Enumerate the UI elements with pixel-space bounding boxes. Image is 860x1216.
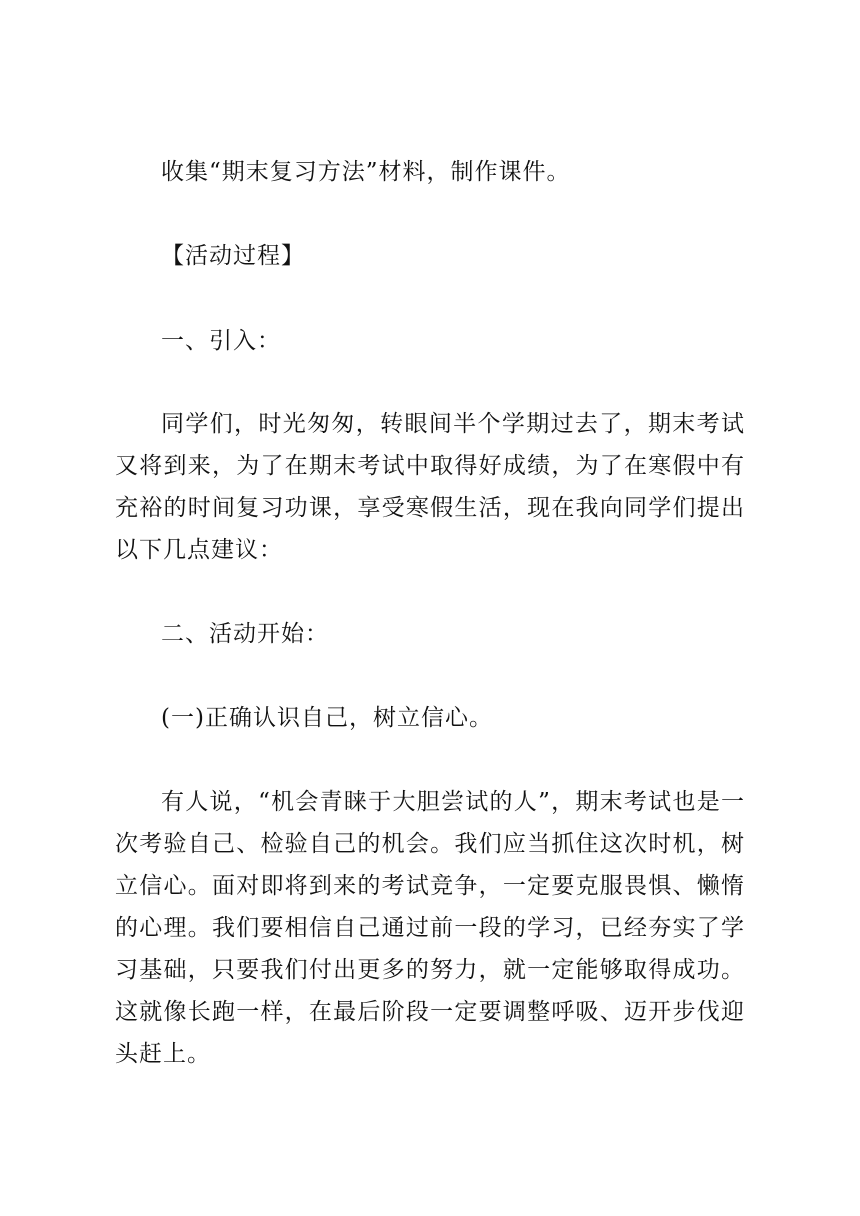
subheading-self-confidence: (一)正确认识自己，树立信心。 (161, 705, 493, 731)
section-heading-activity-process: 【活动过程】 (161, 243, 305, 269)
paragraph-self-confidence: 有人说，“机会青睐于大胆尝试的人”，期末考试也是一次考验自己、检验自己的机会。我们应当抓住这次时机，树立信心。面对即将到来的考试竞争，一定要克服畏惧、懒惰的心理。我们要相信自己通过前一段的学习，已经夯实了学习基础，只要我们付出更多的努力，就一定能够取得成功。这就像长跑一样，在最后阶段一定要调整呼吸、迈开步伐迎头赶上。 (115, 789, 745, 1067)
paragraph-introduction: 同学们，时光匆匆，转眼间半个学期过去了，期末考试又将到来，为了在期末考试中取得好成绩，为了在寒假中有充裕的时间复习功课，享受寒假生活，现在我向同学们提出以下几点建议： (115, 411, 745, 563)
heading-activity-start: 二、活动开始： (161, 621, 329, 647)
heading-introduction: 一、引入： (161, 328, 281, 354)
paragraph-materials: 收集“期末复习方法”材料，制作课件。 (161, 159, 571, 185)
